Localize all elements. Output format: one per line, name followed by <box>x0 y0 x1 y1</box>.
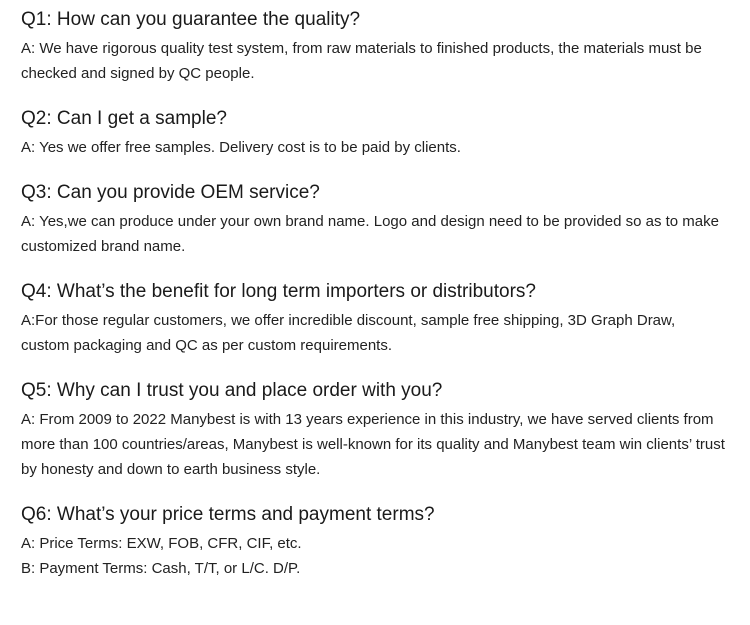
faq-question-4: Q4: What’s the benefit for long term importers or distributors? <box>21 281 536 302</box>
faq-list <box>21 6 727 600</box>
faq-item-5 <box>21 377 727 482</box>
faq-answer-2: A: Yes we offer free samples. Delivery cost is to be paid by clients. <box>21 139 461 156</box>
faq-question-2: Q2: Can I get a sample? <box>21 108 227 129</box>
faq-answer-6a: A: Price Terms: EXW, FOB, CFR, CIF, etc. <box>21 535 302 552</box>
faq-item-4 <box>21 278 727 358</box>
faq-item-3 <box>21 179 727 259</box>
faq-item-6 <box>21 501 727 581</box>
faq-question-5: Q5: Why can I trust you and place order with you? <box>21 380 443 401</box>
faq-answer-1: A: We have rigorous quality test system, from raw materials to finished products, the materials must be checked and signed by QC people. <box>21 40 702 82</box>
faq-answer-4: A:For those regular customers, we offer incredible discount, sample free shipping, 3D Graph Draw, custom packaging and QC as per custom requirements. <box>21 312 676 354</box>
faq-item-2 <box>21 105 727 160</box>
faq-answer-5: A: From 2009 to 2022 Manybest is with 13 years experience in this industry, we have served clients from more than 100 countries/areas, Manybest is well-known for its quality and Manybest team win clients’ trust by honesty and down to earth business style. <box>21 411 725 478</box>
faq-question-3: Q3: Can you provide OEM service? <box>21 182 320 203</box>
faq-answer-3: A: Yes,we can produce under your own brand name. Logo and design need to be provided so as to make customized brand name. <box>21 213 719 255</box>
faq-answer-6b: B: Payment Terms: Cash, T/T, or L/C. D/P. <box>21 560 301 577</box>
faq-question-6: Q6: What’s your price terms and payment terms? <box>21 504 435 525</box>
faq-question-1: Q1: How can you guarantee the quality? <box>21 9 361 30</box>
faq-item-1 <box>21 6 727 86</box>
